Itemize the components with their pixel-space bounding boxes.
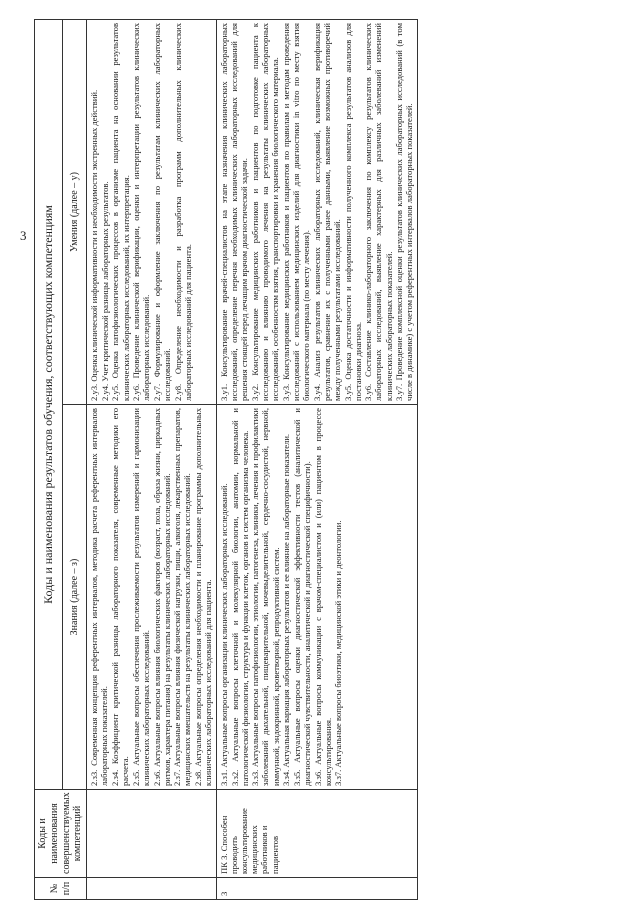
skills-item: 3.у2. Консультирование медицинских работников и пациентов по подготовке пациента к исследованию и влиянию проводимого лечения на результаты клинических лабораторных исследований, особенностям взятия, транспортировки и хранения биологического материала.	[249, 22, 281, 401]
knowledge-item: 2.з5. Актуальные вопросы обеспечения прослеживаемости результатов измерений и гармонизации клинических лабораторных исследований.	[130, 408, 151, 786]
page-number: 3	[20, 228, 27, 243]
header-results: Коды и наименования результатов обучения, соответствующих компетенциям	[35, 19, 63, 789]
skills-item: 2.у8. Определение необходимости и разработка программ дополнительных клинических лабораторных исследований для пациента.	[172, 22, 193, 401]
skills-item: 2.у6. Проведение клинической верификации, оценки и интерпретации результатов клинических лабораторных исследований.	[131, 22, 152, 401]
header-knowledge: Знания (далее – з)	[62, 405, 86, 790]
skills-item: 3.у7. Проведение комплексной оценки результатов клинических лабораторных исследований (в том числе в динамике) с учетом референтных интервалов лабораторных показателей.	[394, 22, 415, 401]
knowledge-item: 3.з2. Актуальные вопросы клеточной и молекулярной биологии, анатомии, нормальной и патологической физиологии, структура и функции клеток, органов и систем организма человека.	[229, 408, 250, 786]
skills-cell	[216, 19, 417, 404]
row-number: 3	[216, 878, 417, 900]
competence-cell: ПК 3. Способен проводить консультирование медицинских работников и пациентов	[216, 790, 417, 878]
knowledge-item: 2.з3. Современная концепция референтных интервалов, методика расчета референтных интервалов лабораторных показателей.	[89, 408, 110, 786]
row-number	[87, 878, 217, 900]
skills-item: 3.у5. Оценка достаточности и информативности полученного комплекса результатов анализов для постановки диагноза.	[342, 22, 363, 401]
skills-item: 2.у7. Формулирование и оформление заключения по результатам клинических лабораторных исследований.	[152, 22, 173, 401]
knowledge-cell	[87, 405, 217, 790]
skills-item: 2.у5. Оценка патофизиологических процессов в организме пациента на основании результатов клинических лабораторных исследований, их интерпретация.	[110, 22, 131, 401]
table-row	[216, 19, 417, 899]
knowledge-item: 3.з7. Актуальные вопросы биоэтики, медицинской этики и деонтологии.	[333, 520, 344, 786]
knowledge-cell	[216, 405, 417, 790]
skills-item: 3.у4. Анализ результатов клинических лабораторных исследований, клиническая верификация результатов, сравнение их с полученными ранее данными, выявление возможных противоречий между полученными результатами исследований.	[311, 22, 342, 401]
knowledge-item: 2.з7. Актуальные вопросы влияния физической нагрузки, пищи, алкоголя, лекарственных препаратов, медицинских вмешательств на результаты клинических лабораторных исследований.	[172, 408, 193, 786]
skills-item: 2.у4. Учет критической разницы лабораторных результатов.	[99, 181, 110, 401]
rotated-table-container	[34, 20, 594, 900]
competence-cell	[87, 790, 217, 878]
knowledge-item: 2.з8. Актуальные вопросы определения необходимости и планирование программы дополнительных клинических лабораторных исследований для пациента.	[193, 408, 214, 786]
knowledge-item: 3.з5. Актуальные вопросы оценки диагностической эффективности тестов (аналитической и диагностической чувствительности, аналитической и диагностической специфичности).	[291, 408, 312, 786]
header-skills: Умения (далее – у)	[62, 19, 86, 404]
knowledge-item: 2.з4. Коэффициент критической разницы лабораторного показателя, современные методики его расчета.	[109, 408, 131, 786]
knowledge-item: 3.з1. Актуальные вопросы организации клинических лабораторных исследований.	[218, 483, 229, 786]
knowledge-item: 2.з6. Актуальные вопросы влияния биологических факторов (возраст, пола, образа жизни, циркадных ритмов, характера питания) на результаты клинических лабораторных исследований.	[151, 408, 172, 786]
skills-item: 3.у1. Консультирование врачей-специалистов на этапе назначения клинических лабораторных исследований, определение перечня необходимых клинических лабораторных исследований для решения стоящей перед лечащим врачом диагностической задачи.	[218, 22, 250, 401]
knowledge-item: 3.з4. Актуальная вариация лабораторных результатов и ее влияние на лабораторные показатели.	[281, 433, 292, 786]
table-row	[87, 19, 217, 899]
competence-table	[34, 19, 418, 900]
skills-cell	[87, 19, 217, 404]
skills-item: 3.у3. Консультирование медицинских работников и пациентов по правилам и методам проведения исследований с использованием медицинских изделий для диагностики in vitro по месту взятия биологического материала (по месту лечения).	[280, 22, 311, 401]
knowledge-item: 3.з6. Актуальные вопросы коммуникации с врачом-специалистом и (или) пациентом в процессе консультирования.	[312, 408, 333, 786]
header-codes: Коды и наименования совершенствуемых компетенций	[35, 790, 87, 878]
skills-item: 3.у6. Составление клинико-лабораторного заключения по комплексу результатов клинических лабораторных исследований, выявление характерных для различных заболеваний изменений клинических лабораторных показателей.	[363, 22, 394, 401]
knowledge-item: 3.з3. Актуальные вопросы патофизиологии, этиологии, патогенеза, клиники, лечения и профилактики заболеваний дыхательной, пищеварительной, мочевыделительной, сердечно-сосудистой, нервной, иммунной, эндокринной, кроветворной, репродуктивной систем.	[250, 408, 281, 786]
skills-item: 2.у3. Оценка клинической информативности и необходимости экстренных действий.	[89, 89, 100, 401]
header-num: № п/п	[35, 878, 87, 900]
